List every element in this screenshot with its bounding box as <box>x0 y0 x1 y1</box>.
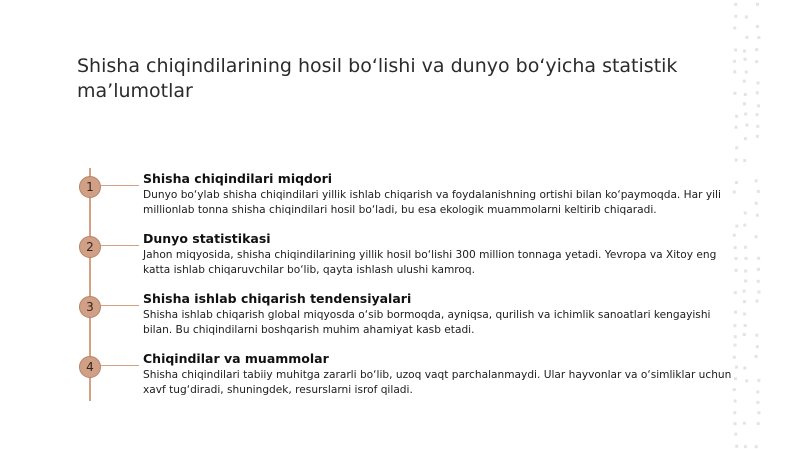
decorative-dot <box>755 445 758 448</box>
decorative-dot <box>756 125 759 128</box>
decorative-dot <box>757 104 760 107</box>
item-heading: Shisha chiqindilari miqdori <box>143 171 333 186</box>
decorative-dot <box>757 36 760 39</box>
decorative-dot <box>735 445 738 448</box>
decorative-dot <box>757 81 760 84</box>
decorative-dot <box>744 58 747 61</box>
timeline-connector <box>101 185 139 186</box>
decorative-dot <box>735 158 738 161</box>
decorative-dot <box>735 269 738 272</box>
decorative-dot <box>735 126 738 129</box>
decorative-dot <box>744 269 747 272</box>
decorative-dot <box>733 324 736 327</box>
slide-title: Shisha chiqindilarining hosil bo‘lishi va dunyo bo‘yicha statistik ma’lumotlar <box>77 55 678 102</box>
decorative-dot <box>733 388 736 391</box>
decorative-dot-pattern <box>728 0 768 449</box>
decorative-dot <box>757 257 760 260</box>
decorative-dot <box>757 190 760 193</box>
timeline-marker-4: 4 <box>79 356 101 378</box>
decorative-dot <box>743 290 746 293</box>
decorative-dot <box>743 300 746 303</box>
decorative-dot <box>744 212 747 215</box>
timeline-marker-1: 1 <box>79 176 101 198</box>
decorative-dot <box>743 333 746 336</box>
decorative-dot <box>734 3 737 6</box>
decorative-dot <box>755 179 758 182</box>
decorative-dot <box>757 280 760 283</box>
decorative-dot <box>743 224 746 227</box>
decorative-dot <box>757 411 760 414</box>
decorative-dot <box>743 102 746 105</box>
timeline-connector <box>101 365 139 366</box>
decorative-dot <box>743 312 746 315</box>
decorative-dot <box>733 70 736 73</box>
decorative-dot <box>734 291 737 294</box>
decorative-dot <box>755 334 758 337</box>
decorative-dot <box>745 70 748 73</box>
decorative-dot <box>734 311 737 314</box>
item-body: Shisha ishlab chiqarish global miqyosda o‘sib bormoqda, ayniqsa, qurilish va ichimlik sanoatlari kengayishi bilan. Bu chiqindilarni boshqarish muhim ahamiyat kasb etadi. <box>143 309 711 336</box>
decorative-dot <box>735 146 738 149</box>
decorative-dot <box>734 335 737 338</box>
decorative-dot <box>744 93 747 96</box>
item-heading: Dunyo statistikasi <box>143 231 271 246</box>
decorative-dot <box>734 257 737 260</box>
decorative-dot <box>733 356 736 359</box>
decorative-dot <box>733 191 736 194</box>
decorative-dot <box>743 422 746 425</box>
decorative-dot <box>735 181 738 184</box>
decorative-dot <box>733 27 736 30</box>
decorative-dot <box>756 135 759 138</box>
decorative-dot <box>734 49 737 52</box>
decorative-dot <box>733 92 736 95</box>
decorative-dot <box>745 257 748 260</box>
decorative-dot <box>744 246 747 249</box>
decorative-dot <box>735 366 738 369</box>
decorative-dot <box>734 377 737 380</box>
decorative-dot <box>735 225 738 228</box>
decorative-dot <box>734 399 737 402</box>
timeline-marker-3: 3 <box>79 296 101 318</box>
decorative-dot <box>756 390 759 393</box>
decorative-dot <box>744 113 747 116</box>
decorative-dot <box>757 290 760 293</box>
decorative-dot <box>745 124 748 127</box>
decorative-dot <box>744 445 747 448</box>
decorative-dot <box>757 379 760 382</box>
decorative-dot <box>756 214 759 217</box>
timeline-connector <box>101 245 139 246</box>
decorative-dot <box>733 234 736 237</box>
decorative-dot <box>744 137 747 140</box>
item-body: Shisha chiqindilari tabiiy muhitga zararli bo‘lib, uzoq vaqt parchalanmaydi. Ular hayvonlar va o‘simliklar uchun xavf tug‘diradi, shuningdek, resurslarni isrof qiladi. <box>143 369 732 396</box>
item-heading: Chiqindilar va muammolar <box>143 351 329 366</box>
decorative-dot <box>734 433 737 436</box>
decorative-dot <box>755 235 758 238</box>
decorative-dot <box>757 268 760 271</box>
decorative-dot <box>734 15 737 18</box>
timeline-connector <box>101 305 139 306</box>
decorative-dot <box>745 36 748 39</box>
decorative-dot <box>733 344 736 347</box>
decorative-dot <box>733 60 736 63</box>
decorative-dot <box>743 367 746 370</box>
timeline-marker-2: 2 <box>79 236 101 258</box>
decorative-dot <box>757 422 760 425</box>
decorative-dot <box>756 3 759 6</box>
decorative-dot <box>756 401 759 404</box>
item-body: Jahon miqyosida, shisha chiqindilarining yillik hosil bo‘lishi 300 million tonnaga yetadi. Yevropa va Xitoy eng katta ishlab chiqaruvchilar bo‘lib, qayta ishlash ulushi kamroq. <box>143 249 717 276</box>
decorative-dot <box>755 60 758 63</box>
decorative-dot <box>755 355 758 358</box>
decorative-dot <box>743 159 746 162</box>
decorative-dot <box>755 48 758 51</box>
decorative-dot <box>756 91 759 94</box>
decorative-dot <box>745 15 748 18</box>
decorative-dot <box>756 25 759 28</box>
item-heading: Shisha ishlab chiqarish tendensiyalari <box>143 291 412 306</box>
item-body: Dunyo bo‘ylab shisha chiqindilari yillik ishlab chiqarish va foydalanishning ortishi bilan ko‘paymoqda. Har yili millionlab tonna shisha chiqindilari hosil bo‘ladi, bu esa ekologik muammolarni keltirib chiqaradi. <box>143 189 721 216</box>
decorative-dot <box>734 422 737 425</box>
decorative-dot <box>743 49 746 52</box>
decorative-dot <box>745 379 748 382</box>
decorative-dot <box>733 411 736 414</box>
decorative-dot <box>756 345 759 348</box>
decorative-dot <box>756 113 759 116</box>
decorative-dot <box>744 324 747 327</box>
decorative-dot <box>744 279 747 282</box>
decorative-dot <box>735 115 738 118</box>
decorative-dot <box>755 300 758 303</box>
decorative-dot <box>734 246 737 249</box>
decorative-dot <box>755 202 758 205</box>
decorative-dot <box>743 80 746 83</box>
